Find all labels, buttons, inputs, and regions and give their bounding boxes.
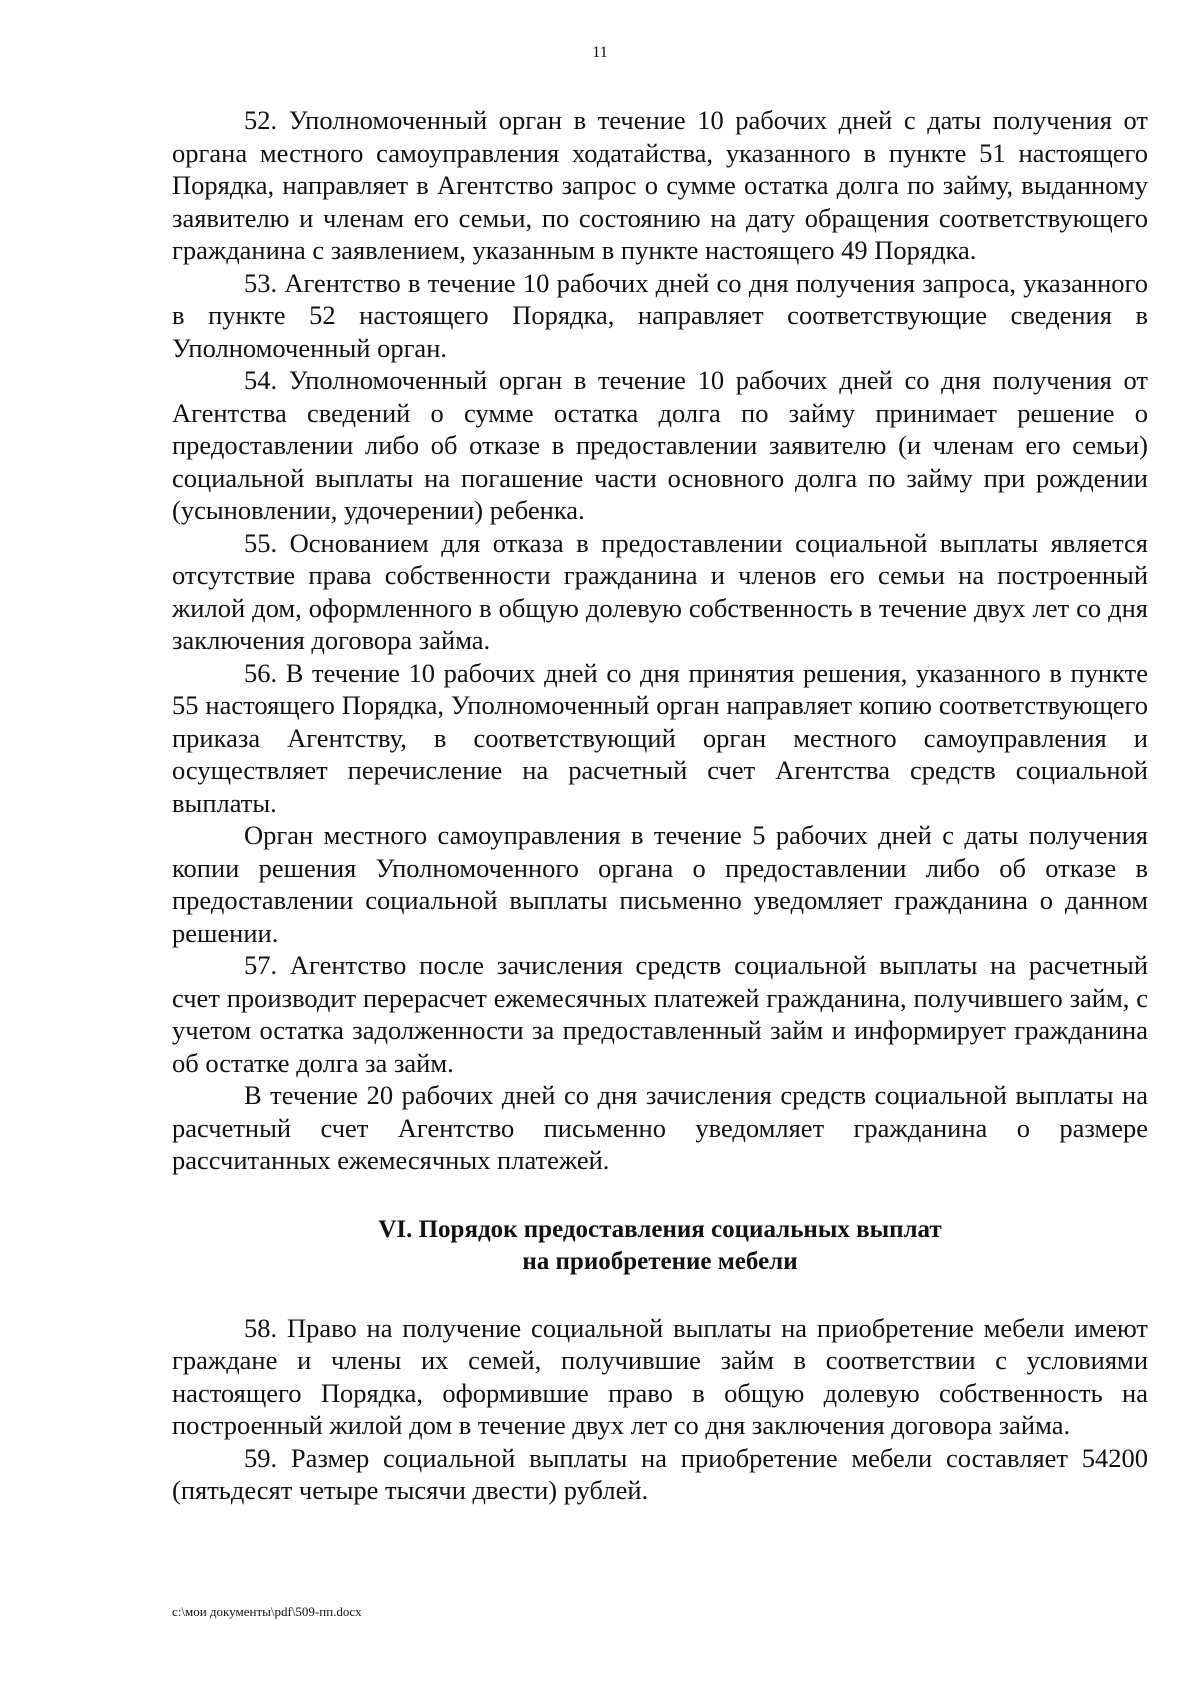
- paragraph-52: 52. Уполномоченный орган в течение 10 рабочих дней с даты получения от органа местного самоуправления ходатайства, указанного в пункте 51 настоящего Порядка, направляет в Агентство запрос о сумме остатка долга по займу, выданному заявителю и членам его семьи, по состоянию на дату обращения соответствующего гражданина с заявлением, указанным в пункте настоящего 49 Порядка.: [172, 105, 1148, 265]
- paragraph-55: 55. Основанием для отказа в предоставлении социальной выплаты является отсутствие права собственности гражданина и членов его семьи на построенный жилой дом, оформленного в общую долевую собственность в течение двух лет со дня заключения договора займа.: [172, 527, 1148, 655]
- section-heading-line-1: VI. Порядок предоставления социальных выплат: [378, 1215, 942, 1243]
- section-heading-line-2: на приобретение мебели: [522, 1248, 798, 1275]
- footer-file-path: c:\мои документы\pdf\509-пп.docx: [172, 1604, 362, 1619]
- page-number: 11: [592, 44, 608, 61]
- paragraph-58: 58. Право на получение социальной выплаты на приобретение мебели имеют граждане и члены их семей, получившие займ в соответствии с условиями настоящего Порядка, оформившие право в общую долевую собственность на построенный жилой дом в течение двух лет со дня заключения договора займа.: [172, 1312, 1148, 1440]
- paragraph-54: 54. Уполномоченный орган в течение 10 рабочих дней со дня получения от Агентства сведений о сумме остатка долга по займу принимает решение о предоставлении либо об отказе в предоставлении заявителю (и членам его семьи) социальной выплаты на погашение части основного долга по займу при рождении (усыновлении, удочерении) ребенка.: [172, 365, 1148, 525]
- paragraph-56-continued: Орган местного самоуправления в течение 5 рабочих дней с даты получения копии решения Уполномоченного органа о предоставлении либо об отказе в предоставлении социальной выплаты письменно уведомляет гражданина о данном решении.: [172, 820, 1148, 948]
- paragraph-53: 53. Агентство в течение 10 рабочих дней со дня получения запроса, указанного в пункте 52 настоящего Порядка, направляет соответствующие сведения в Уполномоченный орган.: [172, 267, 1148, 363]
- paragraph-57-continued: В течение 20 рабочих дней со дня зачисления средств социальной выплаты на расчетный счет Агентство письменно уведомляет гражданина о размере рассчитанных ежемесячных платежей.: [172, 1080, 1148, 1175]
- section-heading: [172, 1214, 1148, 1279]
- paragraph-56: 56. В течение 10 рабочих дней со дня принятия решения, указанного в пункте 55 настоящего Порядка, Уполномоченный орган направляет копию соответствующего приказа Агентству, в соответствующий орган местного самоуправления и осуществляет перечисление на расчетный счет Агентства средств социальной выплаты.: [172, 657, 1148, 818]
- document-body: [172, 104, 1148, 1507]
- paragraph-59: 59. Размер социальной выплаты на приобретение мебели составляет 54200 (пятьдесят четыре тысячи двести) рублей.: [172, 1442, 1148, 1505]
- paragraph-57: 57. Агентство после зачисления средств социальной выплаты на расчетный счет производит перерасчет ежемесячных платежей гражданина, получившего займ, с учетом остатка задолженности за предоставленный займ и информирует гражданина об остатке долга за займ.: [172, 950, 1148, 1078]
